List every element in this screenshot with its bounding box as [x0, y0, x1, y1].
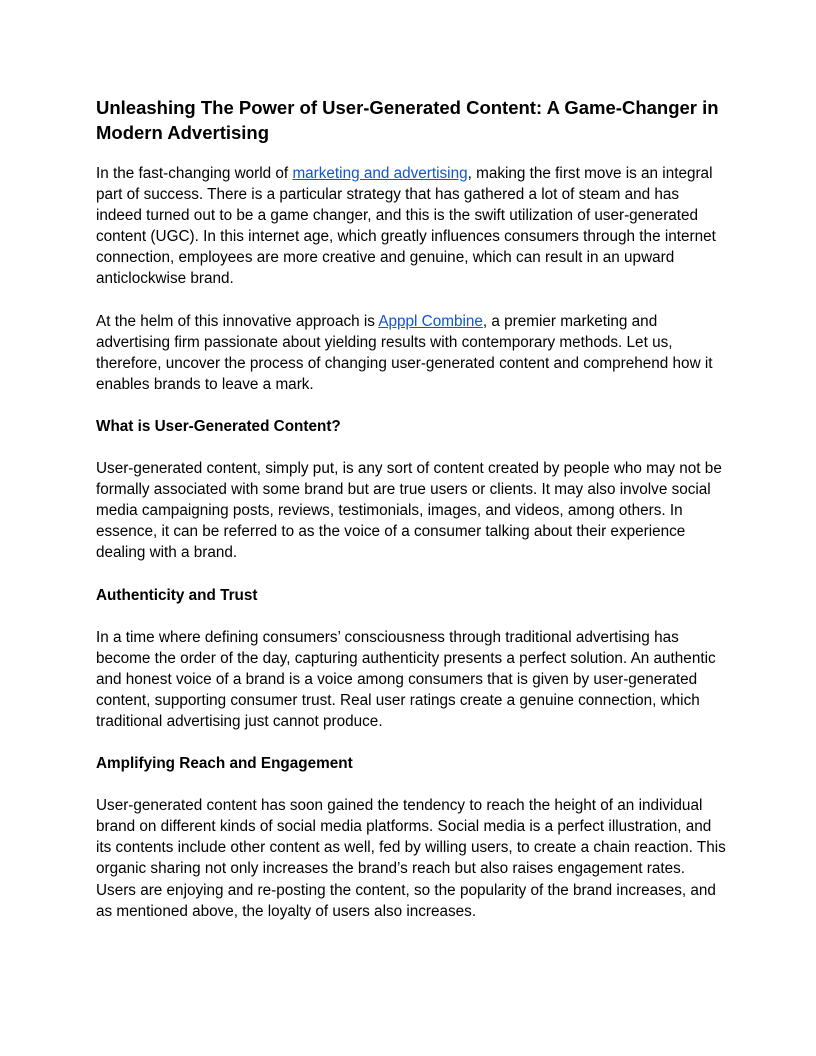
spacer [96, 564, 726, 585]
helm-text-end: , a premier marketing and advertising firm passionate about yielding results with contemporary methods. Let us, therefore, uncover the process of changing user-generated content and comprehend how it enables brands to leave a mark. [96, 312, 713, 393]
section-heading-ugc: What is User-Generated Content? [96, 417, 341, 435]
intro-text-end: , making the first move is an integral part of success. There is a particular strategy that has gathered a lot of steam and has indeed turned out to be a game changer, and this is the swift utilization of user-generated content (UGC). In this internet age, which greatly influences consumers through the internet connection, employees are more creative and genuine, which can result in an upward anticlockwise brand. [96, 165, 716, 288]
spacer [96, 606, 726, 627]
spacer [96, 774, 726, 795]
document-page [96, 95, 726, 922]
spacer [96, 395, 726, 416]
apppl-combine-link[interactable]: Apppl Combine [378, 312, 483, 330]
section-body-ugc: User-generated content, simply put, is any sort of content created by people who may not be formally associated with some brand but are true users or clients. It may also involve social media campaigning posts, reviews, testimonials, images, and videos, among others. In essence, it can be referred to as the voice of a consumer talking about their experience dealing with a brand. [96, 460, 722, 562]
spacer [96, 290, 726, 311]
marketing-advertising-link[interactable]: marketing and advertising [292, 165, 468, 182]
section-heading-reach: Amplifying Reach and Engagement [96, 755, 353, 773]
helm-paragraph [96, 311, 726, 395]
spacer [96, 437, 726, 458]
intro-text-start: In the fast-changing world of [96, 165, 293, 182]
spacer [96, 732, 726, 753]
intro-paragraph [96, 163, 726, 290]
section-body-authenticity: In a time where defining consumers’ consciousness through traditional advertising has become the order of the day, capturing authenticity presents a perfect solution. An authentic and honest voice of a brand is a voice among consumers that is given by user-generated content, supporting consumer trust. Real user ratings create a genuine connection, which traditional advertising just cannot produce. [96, 628, 716, 730]
spacer [96, 145, 726, 163]
helm-text-start: At the helm of this innovative approach is [96, 312, 379, 330]
section-heading-authenticity: Authenticity and Trust [96, 586, 258, 604]
document-title: Unleashing The Power of User-Generated Content: A Game-Changer in Modern Advertising [96, 97, 719, 143]
section-body-reach: User-generated content has soon gained the tendency to reach the height of an individual brand on different kinds of social media platforms. Social media is a perfect illustration, and its contents include other content as well, fed by willing users, to create a chain reaction. This organic sharing not only increases the brand’s reach but also raises engagement rates. Users are enjoying and re-posting the content, so the popularity of the brand increases, and as mentioned above, the loyalty of users also increases. [96, 797, 726, 920]
